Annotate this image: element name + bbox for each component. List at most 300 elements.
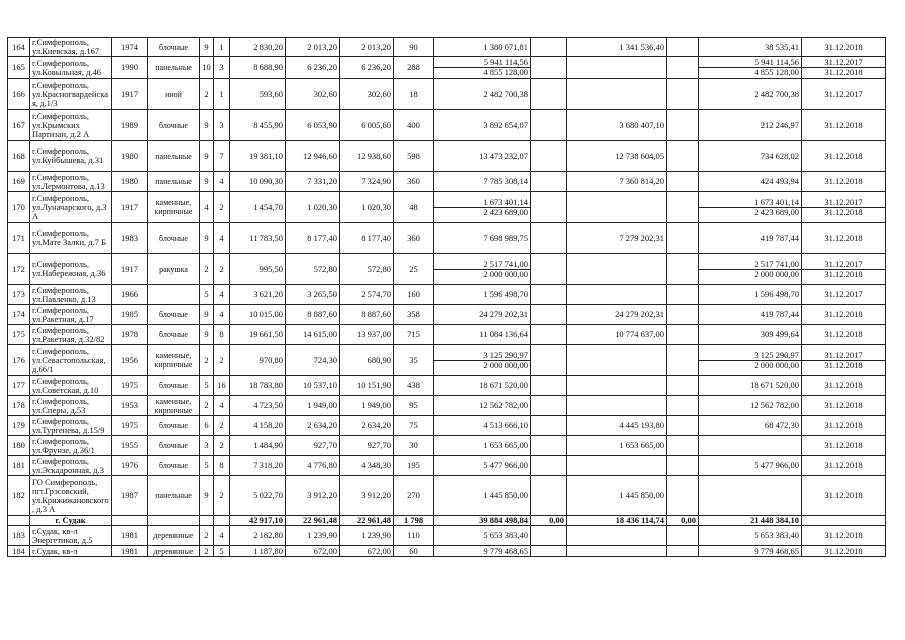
row-number: 164 (8, 38, 30, 57)
cost-total-cell: 13 473 232,07 (434, 141, 531, 172)
material-cell: блочные (148, 325, 200, 345)
cost-total-cell: 1 445 850,00 (434, 476, 531, 516)
deadline-cell: 31.12.2018 (802, 376, 886, 396)
material-cell: каменные, кирпичные (148, 192, 200, 223)
fund-local-cell (667, 345, 699, 376)
fund-owners-cell (699, 436, 802, 456)
fund-local-cell (667, 436, 699, 456)
area-total-cell: 10 090,30 (230, 172, 286, 192)
entrances-cell (214, 516, 230, 526)
address-cell: г.Симферополь, ул.Киевская, д.167 (30, 38, 112, 57)
area-residential-cell: 8 177,40 (340, 223, 394, 254)
address-cell: г.Симферополь, ул.Красногвардейская, д.1/3 (30, 79, 112, 110)
fund-cell (531, 254, 567, 285)
material-cell (148, 285, 200, 305)
fund-cell (531, 456, 567, 476)
floors-cell: 9 (200, 141, 214, 172)
floors-cell: 9 (200, 305, 214, 325)
fund-regional-cell (567, 79, 667, 110)
fund-owners-cell: 18 671 520,00 (699, 376, 802, 396)
row-number: 172 (8, 254, 30, 285)
cost-total-cell: 11 084 136,64 (434, 325, 531, 345)
cost-total-cell-part: 5 941 114,56 (434, 58, 530, 68)
year-cell: 1980 (112, 172, 148, 192)
residents-cell: 360 (394, 172, 434, 192)
area-residential-cell: 672,00 (340, 546, 394, 557)
year-cell: 1917 (112, 79, 148, 110)
fund-regional-cell (567, 345, 667, 376)
material-cell: блочные (148, 223, 200, 254)
row-number: 176 (8, 345, 30, 376)
residents-cell: 1 798 (394, 516, 434, 526)
fund-cell (531, 172, 567, 192)
fund-cell (531, 141, 567, 172)
floors-cell: 3 (200, 436, 214, 456)
entrances-cell: 4 (214, 285, 230, 305)
year-cell: 1987 (112, 476, 148, 516)
deadline-cell (802, 345, 886, 376)
fund-regional-cell (567, 546, 667, 557)
residents-cell: 160 (394, 285, 434, 305)
fund-owners-cell: 309 499,64 (699, 325, 802, 345)
fund-owners-cell: 419 787,44 (699, 223, 802, 254)
fund-regional-cell (567, 396, 667, 416)
address-cell: г.Судак, кв-л Энергетиков, д.5 (30, 526, 112, 546)
cost-total-cell: 5 653 383,40 (434, 526, 531, 546)
table-row (8, 345, 886, 376)
deadline-cell: 31.12.2018 (802, 305, 886, 325)
deadline-cell: 31.12.2018 (802, 141, 886, 172)
area-living-cell: 22 961,48 (286, 516, 340, 526)
area-residential-cell: 3 912,20 (340, 476, 394, 516)
fund-local-cell (667, 254, 699, 285)
floors-cell: 5 (200, 376, 214, 396)
table-row (8, 416, 886, 436)
entrances-cell: 5 (214, 546, 230, 557)
entrances-cell: 4 (214, 526, 230, 546)
year-cell: 1989 (112, 110, 148, 141)
area-total-cell: 593,60 (230, 79, 286, 110)
deadline-cell: 31.12.2018 (802, 476, 886, 516)
entrances-cell: 4 (214, 172, 230, 192)
area-living-cell: 3 265,50 (286, 285, 340, 305)
area-living-cell: 6 053,90 (286, 110, 340, 141)
area-living-cell: 1 949,00 (286, 396, 340, 416)
cost-total-cell (434, 57, 531, 79)
area-residential-cell: 10 151,90 (340, 376, 394, 396)
fund-regional-cell (567, 254, 667, 285)
fund-owners-cell-part: 4 855 128,00 (754, 67, 799, 77)
fund-local-cell (667, 79, 699, 110)
area-residential-cell: 13 937,00 (340, 325, 394, 345)
deadline-cell: 31.12.2017 (802, 285, 886, 305)
fund-cell (531, 476, 567, 516)
entrances-cell: 2 (214, 476, 230, 516)
floors-cell: 9 (200, 110, 214, 141)
fund-owners-cell (699, 476, 802, 516)
address-cell: г.Симферополь, ул.Фрунзе, д.36/1 (30, 436, 112, 456)
material-cell: каменные, кирпичные (148, 345, 200, 376)
deadline-cell (802, 57, 886, 79)
floors-cell: 10 (200, 57, 214, 79)
year-cell: 1981 (112, 546, 148, 557)
table-row (8, 254, 886, 285)
fund-local-cell (667, 172, 699, 192)
area-residential-cell: 572,80 (340, 254, 394, 285)
fund-local-cell (667, 376, 699, 396)
material-cell: блочные (148, 456, 200, 476)
residents-cell: 360 (394, 223, 434, 254)
area-total-cell: 3 621,20 (230, 285, 286, 305)
area-residential-cell: 8 887,60 (340, 305, 394, 325)
address-cell: г.Симферополь, ул.Эскадронная, д.3 (30, 456, 112, 476)
address-cell: г.Симферополь, ул.Луначарского, д.3 А (30, 192, 112, 223)
deadline-cell (802, 254, 886, 285)
fund-owners-cell-part: 2 000 000,00 (754, 268, 799, 279)
year-cell: 1956 (112, 345, 148, 376)
area-total-cell: 4 158,20 (230, 416, 286, 436)
table-row (8, 546, 886, 557)
deadline-cell: 31.12.2018 (802, 436, 886, 456)
material-cell: блочные (148, 38, 200, 57)
fund-regional-cell: 4 445 193,80 (567, 416, 667, 436)
fund-regional-cell (567, 192, 667, 223)
area-living-cell: 3 912,20 (286, 476, 340, 516)
cost-total-cell: 9 779 468,65 (434, 546, 531, 557)
fund-regional-cell (567, 456, 667, 476)
table-row (8, 325, 886, 345)
year-cell: 1975 (112, 416, 148, 436)
material-cell: панельные (148, 476, 200, 516)
area-living-cell: 724,30 (286, 345, 340, 376)
row-number: 165 (8, 57, 30, 79)
deadline-cell-part: 31.12.2017 (802, 198, 885, 208)
deadline-cell-part: 31.12.2018 (824, 206, 863, 217)
fund-local-cell (667, 223, 699, 254)
fund-regional-cell: 10 774 637,00 (567, 325, 667, 345)
row-number: 178 (8, 396, 30, 416)
area-residential-cell: 22 961,48 (340, 516, 394, 526)
year-cell: 1975 (112, 376, 148, 396)
area-living-cell: 1 020,30 (286, 192, 340, 223)
address-cell: г.Симферополь, ул.Ковыльная, д.46 (30, 57, 112, 79)
address-cell: г.Симферополь, ул.Севастопольская, д.66/1 (30, 345, 112, 376)
address-cell: г.Симферополь, ул.Ракетная, д.32/82 (30, 325, 112, 345)
entrances-cell: 3 (214, 110, 230, 141)
floors-cell: 2 (200, 396, 214, 416)
material-cell: блочные (148, 305, 200, 325)
floors-cell (200, 516, 214, 526)
area-total-cell: 19 381,10 (230, 141, 286, 172)
area-residential-cell: 2 634,20 (340, 416, 394, 436)
deadline-cell: 31.12.2018 (802, 416, 886, 436)
area-residential-cell: 7 324,90 (340, 172, 394, 192)
cost-total-cell: 12 562 782,00 (434, 396, 531, 416)
area-total-cell: 1 484,90 (230, 436, 286, 456)
entrances-cell: 4 (214, 305, 230, 325)
entrances-cell: 2 (214, 416, 230, 436)
fund-local-cell (667, 416, 699, 436)
residents-cell: 195 (394, 456, 434, 476)
fund-local-cell (667, 526, 699, 546)
table-row (8, 141, 886, 172)
fund-cell (531, 285, 567, 305)
fund-regional-cell: 1 341 536,40 (567, 38, 667, 57)
table-row (8, 526, 886, 546)
fund-owners-cell: 419 787,44 (699, 305, 802, 325)
area-total-cell: 995,50 (230, 254, 286, 285)
fund-owners-cell: 212 246,97 (699, 110, 802, 141)
row-number: 180 (8, 436, 30, 456)
fund-regional-cell: 7 279 202,31 (567, 223, 667, 254)
fund-cell (531, 223, 567, 254)
fund-cell (531, 526, 567, 546)
material-cell: деревянные (148, 546, 200, 557)
row-number: 183 (8, 526, 30, 546)
area-total-cell: 7 318,20 (230, 456, 286, 476)
cost-total-cell (434, 192, 531, 223)
row-number: 177 (8, 376, 30, 396)
floors-cell: 9 (200, 476, 214, 516)
cost-total-cell: 1 653 665,00 (434, 436, 531, 456)
fund-owners-cell: 9 779 468,65 (699, 546, 802, 557)
residents-cell: 30 (394, 436, 434, 456)
table-row (8, 57, 886, 79)
fund-regional-cell (567, 57, 667, 79)
area-residential-cell: 12 938,60 (340, 141, 394, 172)
residents-cell: 60 (394, 546, 434, 557)
entrances-cell: 7 (214, 141, 230, 172)
deadline-cell-part: 31.12.2017 (802, 58, 885, 68)
cost-total-cell-part: 2 000 000,00 (483, 359, 528, 370)
year-cell: 1976 (112, 456, 148, 476)
address-cell: г.Симферополь, ул.Набережная, д.36 (30, 254, 112, 285)
year-cell: 1974 (112, 38, 148, 57)
area-residential-cell: 6 005,60 (340, 110, 394, 141)
row-number: 179 (8, 416, 30, 436)
table-row (8, 376, 886, 396)
residents-cell: 358 (394, 305, 434, 325)
fund-local-cell: 0,00 (667, 516, 699, 526)
deadline-cell: 31.12.2018 (802, 110, 886, 141)
residents-cell: 438 (394, 376, 434, 396)
cost-total-cell-part: 4 855 128,00 (483, 67, 528, 77)
area-living-cell: 2 634,20 (286, 416, 340, 436)
area-total-cell: 2 830,20 (230, 38, 286, 57)
fund-cell (531, 305, 567, 325)
entrances-cell: 8 (214, 325, 230, 345)
housing-register-table (7, 37, 886, 557)
entrances-cell: 1 (214, 79, 230, 110)
residents-cell: 715 (394, 325, 434, 345)
year-cell: 1980 (112, 141, 148, 172)
residents-cell: 110 (394, 526, 434, 546)
area-living-cell: 302,60 (286, 79, 340, 110)
entrances-cell: 4 (214, 223, 230, 254)
fund-regional-cell: 1 653 665,00 (567, 436, 667, 456)
fund-owners-cell: 68 472,30 (699, 416, 802, 436)
table-row (8, 192, 886, 223)
fund-owners-cell: 2 482 700,38 (699, 79, 802, 110)
row-number: 167 (8, 110, 30, 141)
address-cell: г.Симферополь, ул.Мате Залки, д.7 Б (30, 223, 112, 254)
deadline-cell (802, 516, 886, 526)
fund-owners-cell: 424 493,94 (699, 172, 802, 192)
fund-local-cell (667, 110, 699, 141)
floors-cell: 9 (200, 38, 214, 57)
entrances-cell: 2 (214, 254, 230, 285)
cost-total-cell: 4 513 666,10 (434, 416, 531, 436)
material-cell: панельные (148, 141, 200, 172)
area-living-cell: 14 615,00 (286, 325, 340, 345)
area-living-cell: 10 537,10 (286, 376, 340, 396)
floors-cell: 2 (200, 546, 214, 557)
area-total-cell: 18 783,80 (230, 376, 286, 396)
deadline-cell: 31.12.2018 (802, 396, 886, 416)
cost-total-cell-part: 3 125 290,97 (434, 351, 530, 361)
year-cell: 1955 (112, 436, 148, 456)
fund-local-cell (667, 285, 699, 305)
table-row (8, 38, 886, 57)
row-number: 181 (8, 456, 30, 476)
subtotal-row (8, 516, 886, 526)
fund-local-cell (667, 325, 699, 345)
area-living-cell: 927,70 (286, 436, 340, 456)
fund-cell (531, 546, 567, 557)
area-living-cell: 12 946,60 (286, 141, 340, 172)
material-cell: панельные (148, 172, 200, 192)
fund-cell (531, 436, 567, 456)
residents-cell: 18 (394, 79, 434, 110)
cost-total-cell: 3 892 654,07 (434, 110, 531, 141)
area-living-cell: 4 776,80 (286, 456, 340, 476)
cost-total-cell: 5 477 966,00 (434, 456, 531, 476)
cost-total-cell (434, 254, 531, 285)
deadline-cell: 31.12.2018 (802, 456, 886, 476)
fund-regional-cell (567, 376, 667, 396)
row-number: 166 (8, 79, 30, 110)
address-cell: г.Судак, кв-л (30, 546, 112, 557)
area-total-cell: 8 455,90 (230, 110, 286, 141)
fund-owners-cell-part: 1 673 401,14 (699, 198, 801, 208)
fund-local-cell (667, 476, 699, 516)
table-row (8, 305, 886, 325)
area-total-cell: 4 723,50 (230, 396, 286, 416)
deadline-cell: 31.12.2017 (802, 79, 886, 110)
residents-cell: 75 (394, 416, 434, 436)
address-cell: г.Симферополь, ул.Крымских Партизан, д.2 А (30, 110, 112, 141)
fund-local-cell (667, 456, 699, 476)
cost-total-cell (434, 345, 531, 376)
table-row (8, 476, 886, 516)
area-residential-cell: 2 574,70 (340, 285, 394, 305)
deadline-cell: 31.12.2018 (802, 546, 886, 557)
year-cell: 1953 (112, 396, 148, 416)
material-cell: ракушка (148, 254, 200, 285)
fund-owners-cell (699, 254, 802, 285)
area-residential-cell: 1 239,90 (340, 526, 394, 546)
cost-total-cell-part: 2 000 000,00 (483, 268, 528, 279)
fund-regional-cell: 24 279 202,31 (567, 305, 667, 325)
residents-cell: 270 (394, 476, 434, 516)
row-number: 184 (8, 546, 30, 557)
area-residential-cell: 2 013,20 (340, 38, 394, 57)
residents-cell: 95 (394, 396, 434, 416)
year-cell: 1983 (112, 223, 148, 254)
area-total-cell: 8 688,90 (230, 57, 286, 79)
table-row (8, 110, 886, 141)
table-row (8, 79, 886, 110)
area-living-cell: 2 013,20 (286, 38, 340, 57)
material-cell: блочные (148, 376, 200, 396)
deadline-cell (802, 192, 886, 223)
deadline-cell-part: 31.12.2018 (824, 359, 863, 370)
table-row (8, 172, 886, 192)
table-row (8, 456, 886, 476)
area-residential-cell: 302,60 (340, 79, 394, 110)
deadline-cell: 31.12.2018 (802, 526, 886, 546)
entrances-cell: 4 (214, 396, 230, 416)
area-living-cell: 572,80 (286, 254, 340, 285)
floors-cell: 2 (200, 345, 214, 376)
floors-cell: 5 (200, 456, 214, 476)
fund-regional-cell: 3 680 407,10 (567, 110, 667, 141)
fund-cell (531, 110, 567, 141)
fund-owners-cell: 21 448 384,10 (699, 516, 802, 526)
row-number: 171 (8, 223, 30, 254)
fund-owners-cell: 38 535,41 (699, 38, 802, 57)
fund-regional-cell (567, 526, 667, 546)
floors-cell: 2 (200, 254, 214, 285)
fund-owners-cell: 5 653 383,40 (699, 526, 802, 546)
entrances-cell: 1 (214, 38, 230, 57)
fund-owners-cell-part: 2 423 689,00 (754, 206, 799, 217)
floors-cell: 4 (200, 192, 214, 223)
floors-cell: 2 (200, 526, 214, 546)
fund-cell (531, 325, 567, 345)
cost-total-cell: 39 884 498,84 (434, 516, 531, 526)
cost-total-cell-part: 1 673 401,14 (434, 198, 530, 208)
fund-cell (531, 79, 567, 110)
cost-total-cell: 7 698 989,75 (434, 223, 531, 254)
area-residential-cell: 6 236,20 (340, 57, 394, 79)
entrances-cell: 3 (214, 57, 230, 79)
residents-cell: 598 (394, 141, 434, 172)
table-row (8, 223, 886, 254)
material-cell: блочные (148, 416, 200, 436)
address-cell: г.Симферополь, ул.Сперы, д.53 (30, 396, 112, 416)
deadline-cell-part: 31.12.2017 (802, 351, 885, 361)
floors-cell: 9 (200, 325, 214, 345)
fund-cell (531, 416, 567, 436)
area-residential-cell: 927,70 (340, 436, 394, 456)
material-cell: блочные (148, 436, 200, 456)
fund-owners-cell: 12 562 782,00 (699, 396, 802, 416)
year-cell: 1990 (112, 57, 148, 79)
fund-owners-cell: 734 628,02 (699, 141, 802, 172)
deadline-cell: 31.12.2018 (802, 172, 886, 192)
fund-owners-cell-part: 5 941 114,56 (699, 58, 801, 68)
deadline-cell: 31.12.2018 (802, 223, 886, 254)
fund-local-cell (667, 396, 699, 416)
fund-owners-cell: 5 477 966,00 (699, 456, 802, 476)
area-total-cell: 11 783,50 (230, 223, 286, 254)
fund-regional-cell: 1 445 850,00 (567, 476, 667, 516)
cost-total-cell-part: 2 517 741,00 (434, 260, 530, 270)
fund-regional-cell: 12 738 604,05 (567, 141, 667, 172)
fund-owners-cell-part: 2 000 000,00 (754, 359, 799, 370)
fund-owners-cell-part: 2 517 741,00 (699, 260, 801, 270)
